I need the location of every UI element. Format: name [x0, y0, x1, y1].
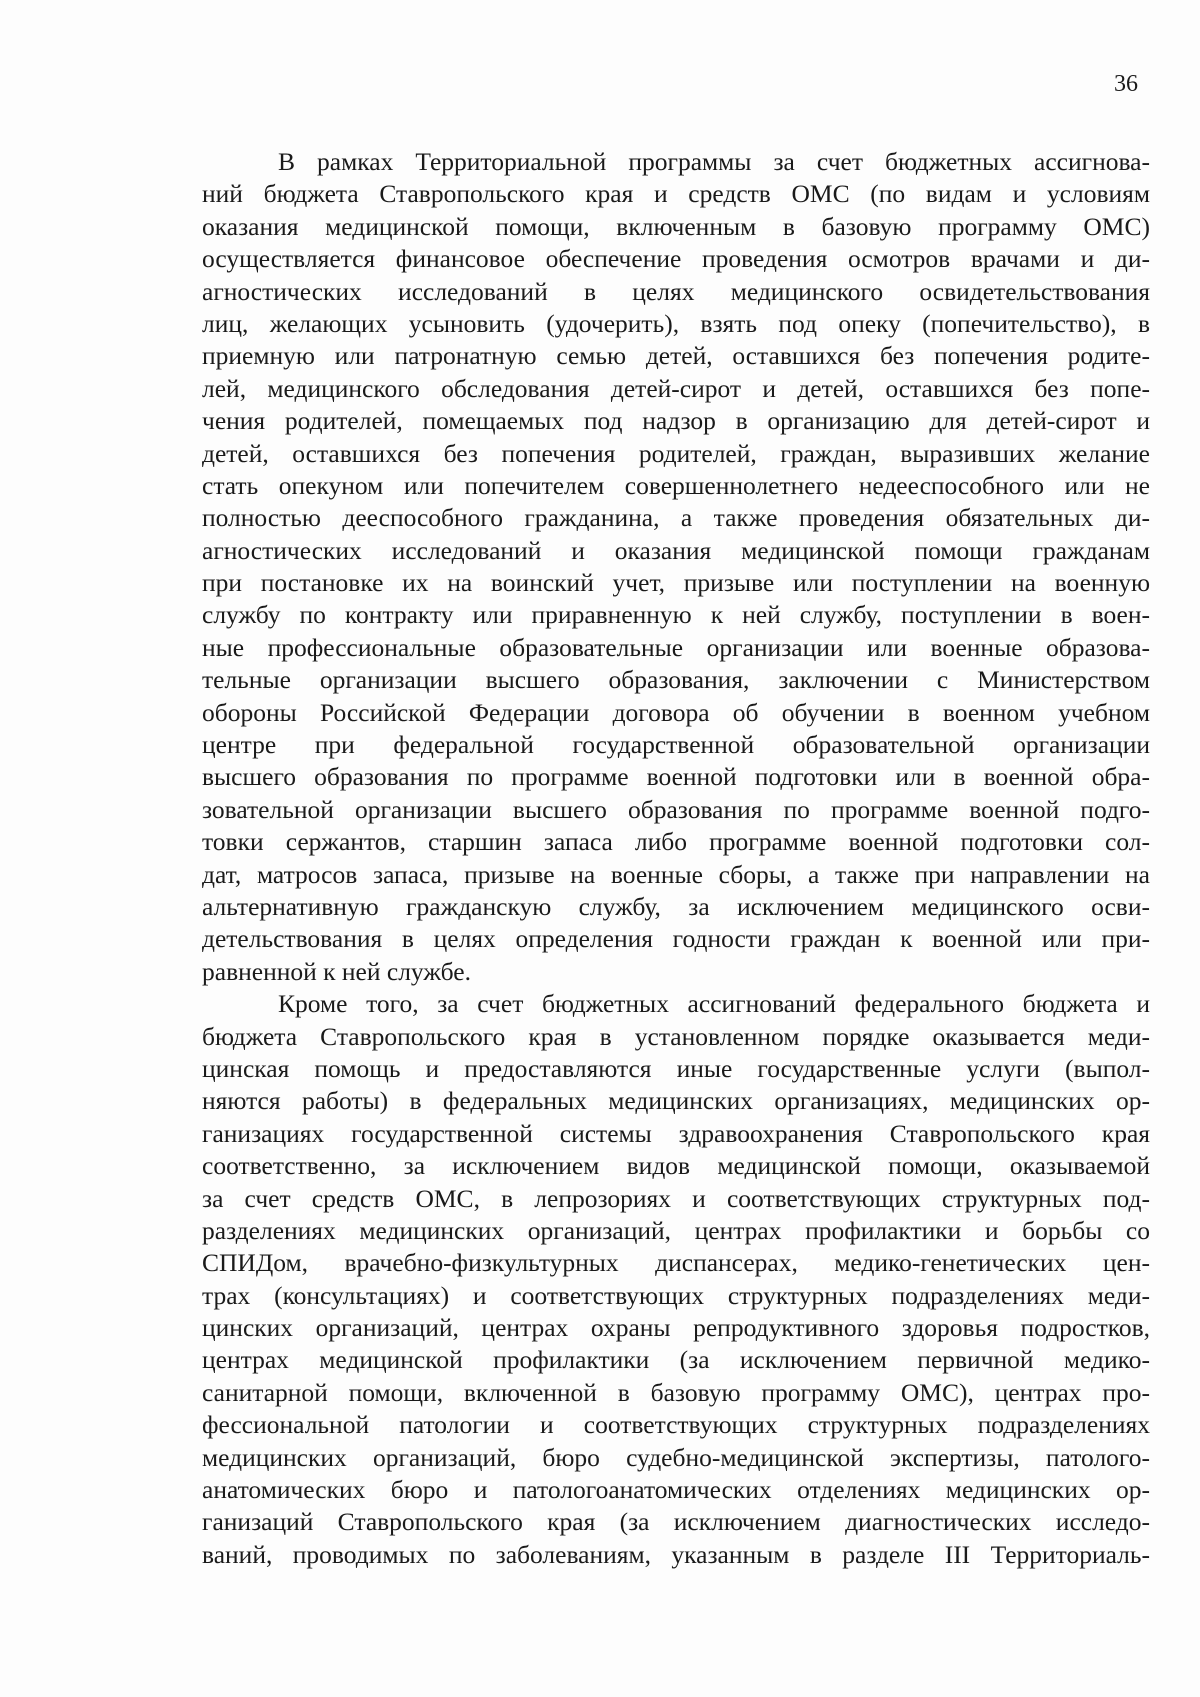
text-line: приемную или патронатную семью детей, оставшихся без попечения родите-	[202, 341, 1150, 371]
text-line: ные профессиональные образовательные организации или военные образова-	[202, 632, 1150, 662]
text-line: стать опекуном или попечителем совершеннолетнего недееспособного или не	[202, 470, 1150, 500]
body-text	[202, 146, 1150, 1571]
text-line: Кроме того, за счет бюджетных ассигнований федерального бюджета и	[278, 989, 1150, 1019]
text-line: альтернативную гражданскую службу, за исключением медицинского осви-	[202, 891, 1150, 921]
text-line: фессиональной патологии и соответствующих структурных подразделениях	[202, 1410, 1150, 1440]
text-line: за счет средств ОМС, в лепрозориях и соответствующих структурных под-	[202, 1183, 1150, 1213]
text-line: ганизаций Ставропольского края (за исключением диагностических исследо-	[202, 1507, 1150, 1537]
text-line: разделениях медицинских организаций, центрах профилактики и борьбы со	[202, 1215, 1150, 1245]
text-line: товки сержантов, старшин запаса либо программе военной подготовки сол-	[202, 827, 1150, 857]
text-line: трах (консультациях) и соответствующих структурных подразделениях меди-	[202, 1280, 1150, 1310]
text-line: ний бюджета Ставропольского края и средств ОМС (по видам и условиям	[202, 179, 1150, 209]
paragraph	[202, 988, 1150, 1571]
text-line: службу по контракту или приравненную к ней службу, поступлении в воен-	[202, 600, 1150, 630]
text-line: соответственно, за исключением видов медицинской помощи, оказываемой	[202, 1151, 1150, 1181]
text-line: центрах медицинской профилактики (за исключением первичной медико-	[202, 1345, 1150, 1375]
text-line: чения родителей, помещаемых под надзор в организацию для детей-сирот и	[202, 406, 1150, 436]
page-number: 36	[1114, 71, 1138, 97]
text-line: санитарной помощи, включенной в базовую программу ОМС), центрах про-	[202, 1377, 1150, 1407]
text-line: анатомических бюро и патологоанатомических отделениях медицинских ор-	[202, 1475, 1150, 1505]
text-line: оказания медицинской помощи, включенным в базовую программу ОМС)	[202, 211, 1150, 241]
text-line: лей, медицинского обследования детей-сирот и детей, оставшихся без попе-	[202, 373, 1150, 403]
text-line: зовательной организации высшего образования по программе военной подго-	[202, 794, 1150, 824]
text-line: В рамках Территориальной программы за счет бюджетных ассигнова-	[278, 147, 1150, 176]
text-line: лиц, желающих усыновить (удочерить), взять под опеку (попечительство), в	[202, 308, 1150, 338]
text-line: дат, матросов запаса, призыве на военные сборы, а также при направлении на	[202, 859, 1150, 889]
text-line: детельствования в целях определения годности граждан к военной или при-	[202, 924, 1150, 954]
text-line: цинская помощь и предоставляются иные государственные услуги (выпол-	[202, 1053, 1150, 1083]
text-line: цинских организаций, центрах охраны репродуктивного здоровья подростков,	[202, 1313, 1150, 1343]
text-line: осуществляется финансовое обеспечение проведения осмотров врачами и ди-	[202, 244, 1150, 274]
text-line: бюджета Ставропольского края в установленном порядке оказывается меди-	[202, 1021, 1150, 1051]
text-line: центре при федеральной государственной образовательной организации	[202, 730, 1150, 760]
text-line: агностических исследований в целях медицинского освидетельствования	[202, 276, 1150, 306]
text-line: СПИДом, врачебно-физкультурных диспансерах, медико-генетических цен-	[202, 1248, 1150, 1278]
paragraph	[202, 146, 1150, 988]
text-line: при постановке их на воинский учет, призыве или поступлении на военную	[202, 568, 1150, 598]
text-line: высшего образования по программе военной подготовки или в военной обра-	[202, 762, 1150, 792]
text-line: ваний, проводимых по заболеваниям, указанным в разделе III Территориаль-	[202, 1539, 1150, 1569]
text-line: агностических исследований и оказания медицинской помощи гражданам	[202, 535, 1150, 565]
text-line: няются работы) в федеральных медицинских организациях, медицинских ор-	[202, 1086, 1150, 1116]
text-line: тельные организации высшего образования, заключении с Министерством	[202, 665, 1150, 695]
text-line: детей, оставшихся без попечения родителей, граждан, выразивших желание	[202, 438, 1150, 468]
text-line: равненной к ней службе.	[202, 956, 471, 986]
text-line: ганизациях государственной системы здравоохранения Ставропольского края	[202, 1118, 1150, 1148]
text-line: обороны Российской Федерации договора об обучении в военном учебном	[202, 697, 1150, 727]
text-line: медицинских организаций, бюро судебно-медицинской экспертизы, патолого-	[202, 1442, 1150, 1472]
text-line: полностью дееспособного гражданина, а также проведения обязательных ди-	[202, 503, 1150, 533]
